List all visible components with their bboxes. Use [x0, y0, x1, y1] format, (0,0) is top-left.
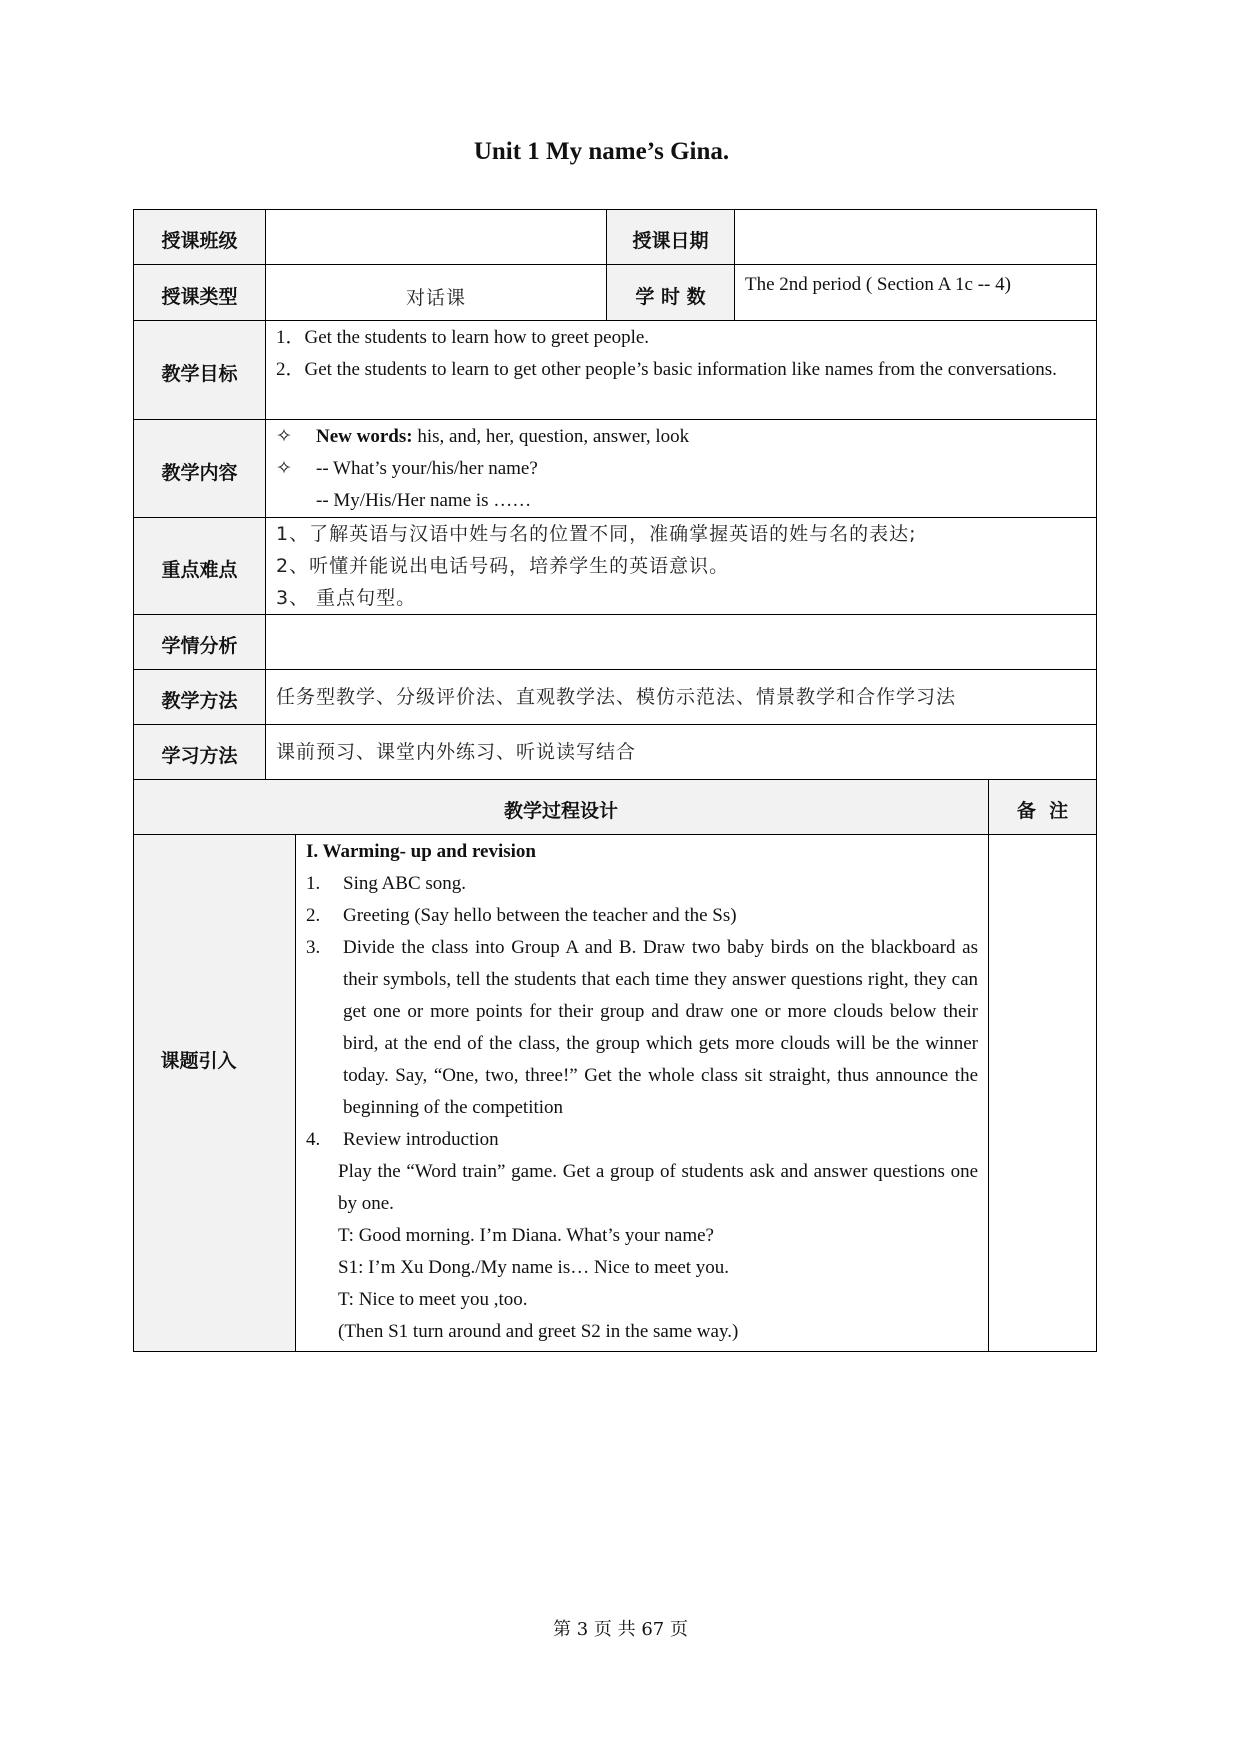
- key-points-label: 重点难点: [134, 518, 266, 615]
- content-label: 教学内容: [134, 420, 266, 518]
- key-point-item: 1、了解英语与汉语中姓与名的位置不同，准确掌握英语的姓与名的表达;: [276, 523, 917, 545]
- learning-method-value: 课前预习、课堂内外练习、听说读写结合: [266, 725, 1097, 780]
- objectives-value: [266, 321, 1097, 420]
- hours-value: The 2nd period ( Section A 1c -- 4): [735, 265, 1097, 321]
- row-analysis: [134, 615, 1097, 670]
- teaching-method-value: 任务型教学、分级评价法、直观教学法、模仿示范法、情景教学和合作学习法: [266, 670, 1097, 725]
- row-teaching-method: [134, 670, 1097, 725]
- row-key-points: [134, 518, 1097, 615]
- row-process-header: [134, 780, 1097, 835]
- row-class-date: [134, 210, 1097, 265]
- key-points-value: [266, 518, 1097, 615]
- section-label: [134, 835, 266, 1352]
- date-value: [735, 210, 1097, 265]
- page-footer: 第 3 页 共 67 页: [553, 1619, 688, 1640]
- sentence-pattern-question: -- What’s your/his/her name?: [316, 458, 538, 479]
- sentence-pattern-answer: -- My/His/Her name is ……: [316, 490, 532, 511]
- process-extra: T: Good morning. I’m Diana. What’s your name?: [338, 1225, 714, 1246]
- new-words-label: New words:: [316, 426, 413, 447]
- objective-item: 2．Get the students to learn to get other people’s basic information like names from the conversations.: [276, 359, 1057, 380]
- class-value: [266, 210, 607, 265]
- learning-method-label: 学习方法: [134, 725, 266, 780]
- process-header: 教学过程设计: [134, 780, 989, 835]
- process-step: 4. Review introduction: [306, 1129, 499, 1150]
- key-point-item: 3、 重点句型。: [276, 587, 417, 609]
- content-value: [266, 420, 1097, 518]
- notes-header: 备 注: [989, 780, 1097, 835]
- row-process-body: [134, 835, 1097, 1352]
- analysis-label: 学情分析: [134, 615, 266, 670]
- process-step: 3. Divide the class into Group A and B. Draw two baby birds on the blackboard as their symbols, tell the students that each time they answer questions right, they can get one or more points for their group and draw one or more clouds below their bird, at the end of the class, the group which gets more clouds will be the winner today. Say, “One, two, three!” Get the whole class sit straight, thus announce the beginning of the competition: [306, 937, 978, 1118]
- lesson-plan-table: [133, 209, 1097, 1352]
- teaching-method-label: 教学方法: [134, 670, 266, 725]
- date-label: 授课日期: [607, 210, 735, 265]
- key-point-item: 2、听懂并能说出电话号码，培养学生的英语意识。: [276, 555, 730, 577]
- type-label: 授课类型: [134, 265, 266, 321]
- process-section-label: 课题引入: [160, 1050, 237, 1072]
- objectives-label: 教学目标: [134, 321, 266, 420]
- objective-item: 1．Get the students to learn how to greet people.: [276, 327, 650, 348]
- type-value: 对话课: [266, 265, 607, 321]
- process-extra: (Then S1 turn around and greet S2 in the same way.): [338, 1321, 739, 1342]
- row-content: [134, 420, 1097, 518]
- process-step: 2. Greeting (Say hello between the teacher and the Ss): [306, 905, 737, 926]
- row-type-hours: [134, 265, 1097, 321]
- new-words-list: his, and, her, question, answer, look: [412, 426, 690, 447]
- process-content: [296, 835, 989, 1352]
- analysis-value: [266, 615, 1097, 670]
- row-learning-method: [134, 725, 1097, 780]
- process-extra: S1: I’m Xu Dong./My name is… Nice to meet you.: [338, 1257, 730, 1278]
- notes-cell: [989, 835, 1097, 1352]
- hours-label: 学 时 数: [607, 265, 735, 321]
- section-label-cell: [266, 835, 296, 1352]
- diamond-bullet-icon: ✧: [276, 426, 292, 447]
- row-objectives: [134, 321, 1097, 420]
- process-step: 1. Sing ABC song.: [306, 873, 467, 894]
- class-label: 授课班级: [134, 210, 266, 265]
- section-heading: I. Warming- up and revision: [306, 841, 536, 862]
- process-extra: T: Nice to meet you ,too.: [338, 1289, 528, 1310]
- process-extra: Play the “Word train” game. Get a group of students ask and answer questions one by one.: [338, 1161, 978, 1214]
- page-title: Unit 1 My name’s Gina.: [473, 138, 730, 165]
- diamond-bullet-icon: ✧: [276, 458, 292, 479]
